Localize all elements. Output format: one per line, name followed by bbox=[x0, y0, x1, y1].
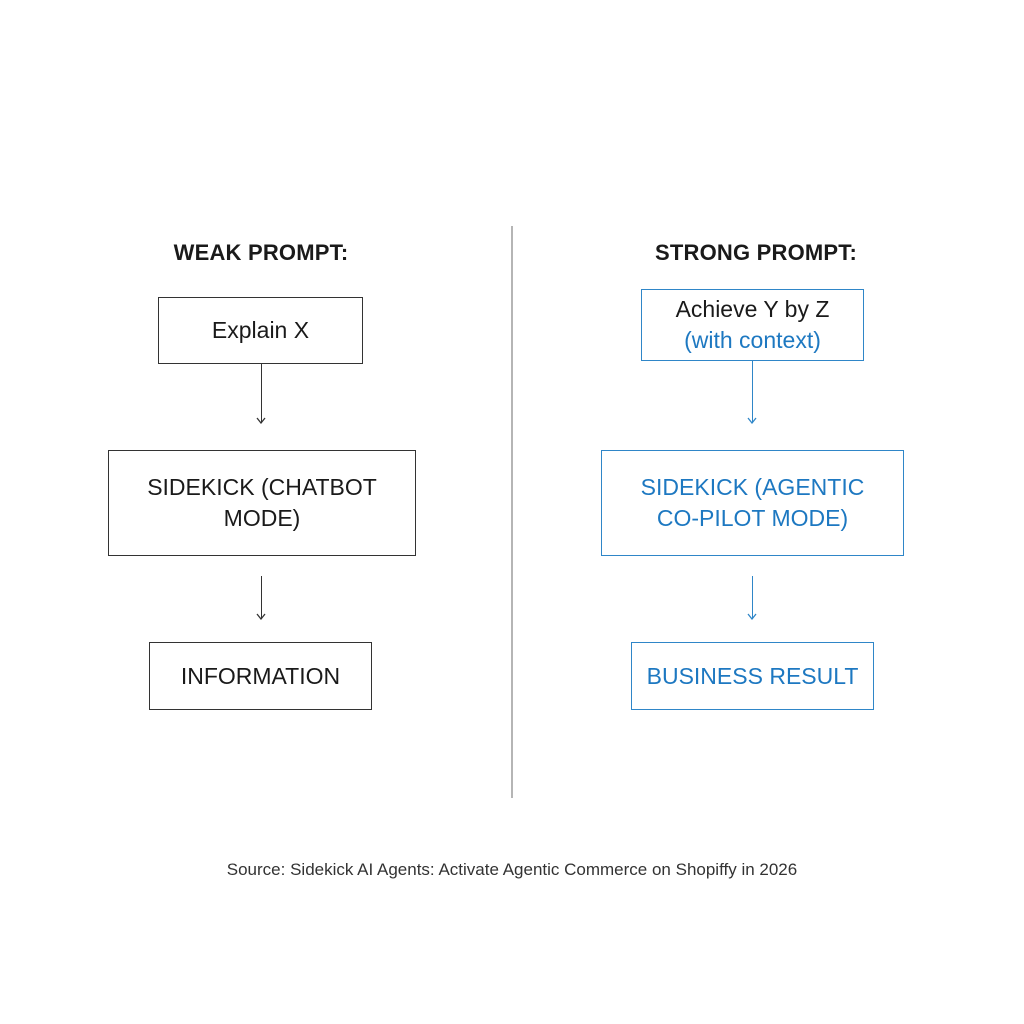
arrow-down-icon bbox=[256, 610, 266, 620]
strong-step-sidekick-line2: CO-PILOT MODE) bbox=[656, 505, 849, 531]
strong-step-achieve-line1: Achieve Y by Z bbox=[675, 296, 830, 322]
weak-step-sidekick-line2: MODE) bbox=[223, 505, 301, 531]
weak-step-sidekick-box bbox=[108, 450, 416, 556]
strong-step-achieve-box bbox=[641, 289, 864, 361]
arrow-down-icon bbox=[747, 610, 757, 620]
weak-step-information-box bbox=[149, 642, 372, 710]
weak-arrow-2 bbox=[255, 576, 267, 620]
weak-prompt-heading: WEAK PROMPT: bbox=[173, 240, 349, 265]
strong-prompt-heading: STRONG PROMPT: bbox=[654, 240, 858, 265]
weak-step-explain-box bbox=[158, 297, 363, 364]
weak-step-information-label: INFORMATION bbox=[180, 662, 341, 689]
strong-step-business-result-label: BUSINESS RESULT bbox=[646, 662, 859, 689]
column-divider bbox=[511, 226, 513, 798]
strong-arrow-2 bbox=[746, 576, 758, 620]
strong-arrow-1 bbox=[746, 361, 758, 424]
weak-step-explain-label: Explain X bbox=[211, 317, 310, 343]
strong-step-business-result-box bbox=[631, 642, 874, 710]
strong-step-context-line2: (with context) bbox=[684, 327, 821, 353]
arrow-down-icon bbox=[747, 414, 757, 424]
arrow-down-icon bbox=[256, 414, 266, 424]
source-caption: Source: Sidekick AI Agents: Activate Agentic Commerce on Shopiffy in 2026 bbox=[226, 860, 798, 879]
strong-step-sidekick-line1: SIDEKICK (AGENTIC bbox=[640, 474, 865, 500]
strong-step-sidekick-box bbox=[601, 450, 904, 556]
weak-arrow-1 bbox=[255, 364, 267, 424]
weak-step-sidekick-line1: SIDEKICK (CHATBOT bbox=[147, 474, 377, 500]
